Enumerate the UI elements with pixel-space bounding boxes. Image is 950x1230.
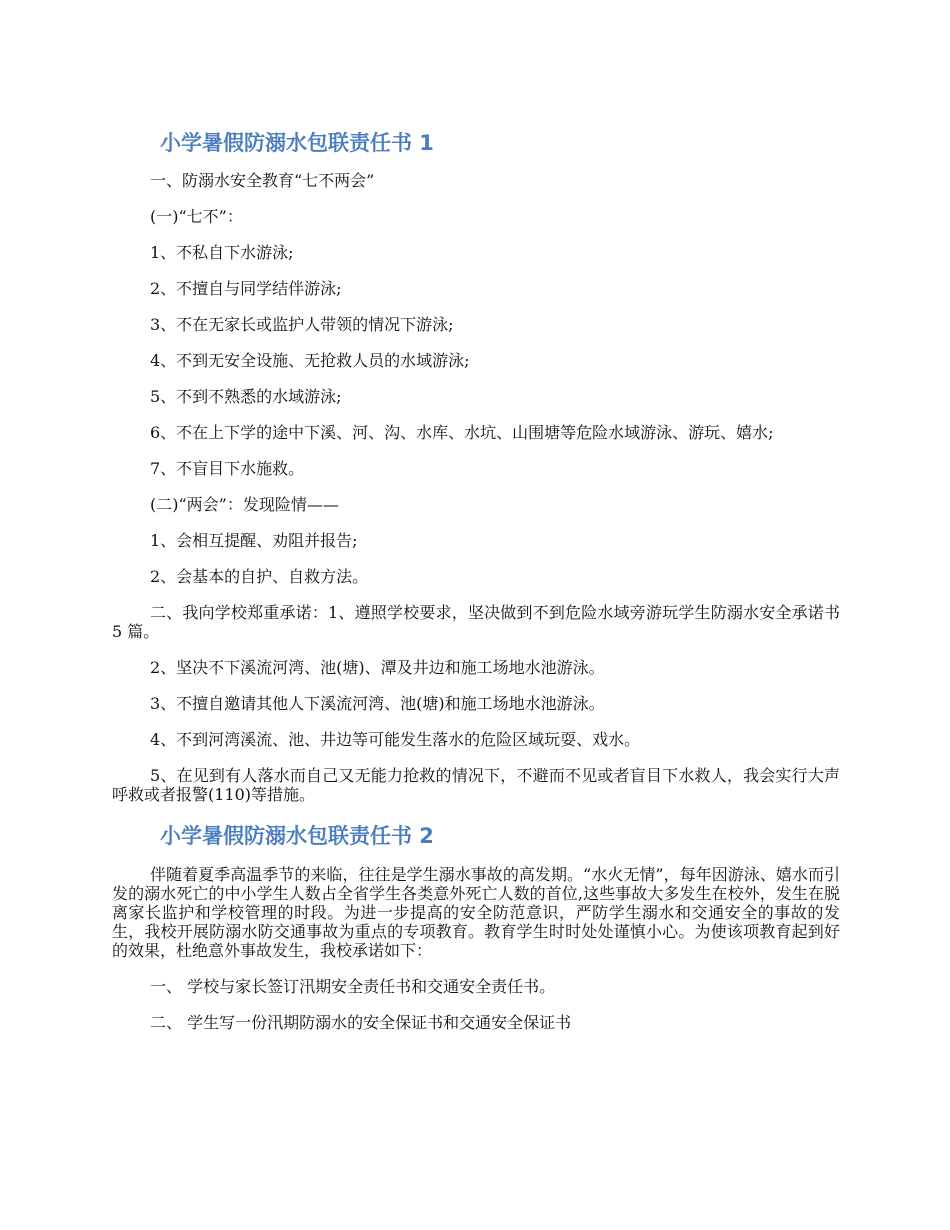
section-title-2: 小学暑假防溺水包联责任书 2 bbox=[160, 824, 434, 848]
document-content bbox=[112, 128, 840, 1049]
paragraph: 伴随着夏季高温季节的来临，往往是学生溺水事故的高发期。“水火无情”，每年因游泳、嬉水而引发的溺水死亡的中小学生人数占全省学生各类意外死亡人数的首位,这些事故大多发生在校外，发生在脱离家长监护和学校管理的时段。为进一步提高的安全防范意识，严防学生溺水和交通安全的事故的发生，我校开展防溺水防交通事故为重点的专项教育。教育学生时时处处谨慎小心。为使该项教育起到好的效果，杜绝意外事故发生，我校承诺如下： bbox=[112, 865, 840, 960]
paragraph: 4、不到河湾溪流、池、井边等可能发生落水的危险区域玩耍、戏水。 bbox=[150, 730, 641, 749]
paragraph: 3、不在无家长或监护人带领的情况下游泳; bbox=[150, 315, 454, 334]
paragraph: 6、不在上下学的途中下溪、河、沟、水库、水坑、山围塘等危险水域游泳、游玩、嬉水; bbox=[150, 423, 774, 442]
paragraph: 一、防溺水安全教育“七不两会” bbox=[150, 171, 375, 190]
paragraph: 7、不盲目下水施救。 bbox=[150, 459, 305, 478]
paragraph: 1、会相互提醒、劝阻并报告; bbox=[150, 531, 358, 550]
paragraph: 5、在见到有人落水而自己又无能力抢救的情况下，不避而不见或者盲目下水救人，我会实行大声呼救或者报警(110)等措施。 bbox=[112, 766, 840, 804]
paragraph: 二、我向学校郑重承诺：1、遵照学校要求，坚决做到不到危险水域旁游玩学生防溺水安全承诺书 5 篇。 bbox=[112, 603, 840, 641]
paragraph: 1、不私自下水游泳; bbox=[150, 243, 294, 262]
paragraph: 5、不到不熟悉的水域游泳; bbox=[150, 387, 342, 406]
paragraph: (一)“七不”： bbox=[150, 207, 243, 226]
paragraph: 一、 学校与家长签订汛期安全责任书和交通安全责任书。 bbox=[150, 977, 556, 996]
paragraph: 4、不到无安全设施、无抢救人员的水域游泳; bbox=[150, 351, 470, 370]
paragraph: 二、 学生写一份汛期防溺水的安全保证书和交通安全保证书 bbox=[150, 1013, 572, 1032]
paragraph: 2、坚决不下溪流河湾、池(塘)、潭及井边和施工场地水池游泳。 bbox=[150, 658, 605, 677]
paragraph: (二)“两会”：发现险情—— bbox=[150, 495, 339, 514]
paragraph: 3、不擅自邀请其他人下溪流河湾、池(塘)和施工场地水池游泳。 bbox=[150, 694, 605, 713]
paragraph: 2、不擅自与同学结伴游泳; bbox=[150, 279, 342, 298]
paragraph: 2、会基本的自护、自救方法。 bbox=[150, 567, 369, 586]
section-title-1: 小学暑假防溺水包联责任书 1 bbox=[160, 131, 434, 155]
